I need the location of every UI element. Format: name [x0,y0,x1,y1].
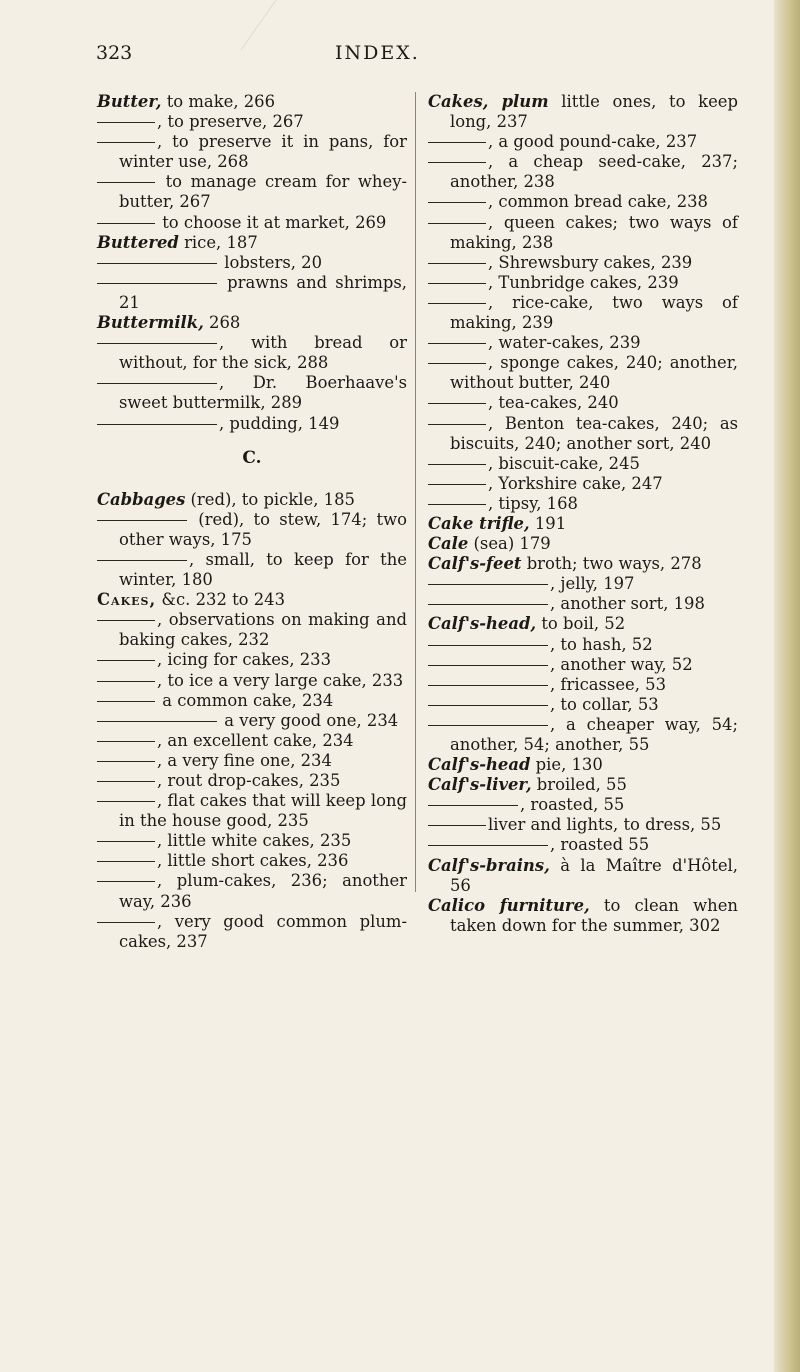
index-entry [97,691,407,711]
entry-text: , Yorkshire cake, 247 [488,473,663,493]
ditto-rule [428,343,486,344]
entry-text: (red), to pickle, 185 [185,489,355,509]
ditto-rule [97,142,155,143]
entry-text: liver and lights, to dress, 55 [488,815,722,835]
ditto-rule [97,223,155,224]
index-column-left [97,92,407,952]
index-entry [428,574,738,594]
index-entry [97,92,407,112]
ditto-rule [428,484,486,485]
page-number: 323 [96,42,133,64]
ditto-rule [428,464,486,465]
index-entry [97,414,407,434]
entry-text: prawns and shrimps, 21 [119,272,407,312]
entry-text: , pudding, 149 [219,413,340,433]
index-entry [97,373,407,413]
index-entry [97,590,407,610]
entry-text: , plum-cakes, 236; another way, 236 [119,871,407,911]
entry-text: , roasted, 55 [520,795,625,815]
entry-text: broiled, 55 [531,775,627,795]
entry-text: , Tunbridge cakes, 239 [488,272,679,292]
index-entry [97,313,407,333]
entry-heading: Cakes, [97,590,157,610]
ditto-rule [97,182,155,183]
index-entry [428,213,738,253]
entry-text: , to ice a very large cake, 233 [157,670,404,690]
ditto-rule [97,343,217,344]
ditto-rule [97,263,217,264]
ditto-rule [428,363,486,364]
ditto-rule [428,142,486,143]
ditto-rule [428,223,486,224]
entry-heading: Cale [428,534,469,554]
entry-heading: Cake trifle, [428,513,530,533]
index-entry [97,490,407,510]
entry-heading: Butter, [97,92,162,111]
ditto-rule [97,922,155,923]
entry-text: , rice-cake, two ways of making, 239 [450,292,738,333]
entry-text: pie, 130 [530,755,603,775]
ditto-rule [428,665,548,666]
entry-heading: Cabbages [97,489,186,509]
ditto-rule [428,162,486,163]
index-entry [97,851,407,871]
index-entry [97,253,407,273]
entry-text: , observations on making and baking cakes, 232 [119,610,407,650]
entry-text: , roasted 55 [550,835,650,855]
page-header [0,42,800,72]
entry-text: , sponge cakes, 240; another, without butter, 240 [450,353,738,393]
entry-text: to boil, 52 [536,614,626,634]
entry-text: , fricassee, 53 [550,674,667,694]
index-entry [428,896,738,936]
entry-text: 191 [529,513,567,533]
entry-text: , jelly, 197 [550,574,635,594]
index-entry [97,132,407,172]
index-entry [97,112,407,132]
index-entry [428,655,738,675]
ditto-rule [97,620,155,621]
index-entry [428,293,738,333]
ditto-rule [97,841,155,842]
entry-text: , an excellent cake, 234 [157,730,354,750]
entry-heading: Calico furniture, [428,895,590,915]
ditto-rule [428,604,548,605]
entry-text: lobsters, 20 [219,252,323,272]
ditto-rule [428,725,548,726]
index-entry [97,791,407,831]
entry-text: , tipsy, 168 [488,493,578,513]
ditto-rule [97,721,217,722]
entry-text: , to hash, 52 [550,634,653,654]
index-entry [428,253,738,273]
column-rule [415,92,416,892]
entry-text: , very good common plum-cakes, 237 [119,911,407,951]
entry-text: , a very fine one, 234 [157,750,332,770]
index-entry [428,514,738,534]
index-entry [97,771,407,791]
index-entry [428,393,738,413]
index-entry [428,715,738,755]
ditto-rule [428,845,548,846]
ditto-rule [97,283,217,284]
index-entry [428,775,738,795]
ditto-rule [428,685,548,686]
entry-text: , a cheap seed-cake, 237; another, 238 [450,152,738,192]
entry-text: , to collar, 53 [550,694,659,714]
entry-text: , common bread cake, 238 [488,192,708,212]
index-entry [428,132,738,152]
index-entry [428,856,738,896]
entry-text: (red), to stew, 174; two other ways, 175 [119,509,407,549]
index-entry [97,213,407,233]
entry-text: a very good one, 234 [219,710,399,730]
ditto-rule [97,560,187,561]
ditto-rule [428,424,486,425]
entry-heading: Calf's-head [428,755,531,775]
page-edge [774,0,800,1372]
index-entry [428,474,738,494]
entry-text: , queen cakes; two ways of making, 238 [450,212,738,252]
index-entry [428,92,738,132]
index-entry [97,333,407,373]
ditto-rule [428,645,548,646]
ditto-rule [428,584,548,585]
index-entry [97,831,407,851]
index-entry [428,333,738,353]
entry-text: , a good pound-cake, 237 [488,132,698,152]
ditto-rule [97,681,155,682]
entry-text: &c. 232 to 243 [156,590,286,610]
ditto-rule [97,122,155,123]
ditto-rule [97,424,217,425]
entry-text: , water-cakes, 239 [488,333,641,353]
ditto-rule [428,283,486,284]
ditto-rule [428,705,548,706]
index-entry [428,614,738,634]
entry-heading: Calf's-liver, [428,775,532,795]
entry-text: , Benton tea-cakes, 240; as biscuits, 240; another sort, 240 [450,413,738,453]
index-entry [428,534,738,554]
entry-heading: Buttermilk, [97,313,204,333]
entry-text: a common cake, 234 [157,690,334,710]
section-letter: C. [242,447,262,468]
entry-text: little ones, to keep long, 237 [450,92,738,132]
entry-text: , Dr. Boerhaave's sweet buttermilk, 289 [119,373,407,413]
index-entry [97,172,407,212]
index-entry [97,650,407,670]
entry-heading: Calf's-feet [428,554,522,574]
index-entry [97,610,407,650]
ditto-rule [97,741,155,742]
index-column-right [428,92,738,936]
index-entry [428,554,738,574]
index-entry [428,695,738,715]
entry-text: , tea-cakes, 240 [488,393,619,413]
entry-text: , flat cakes that will keep long in the house good, 235 [119,791,407,831]
entry-text: to make, 266 [161,92,276,111]
entry-text: , Shrewsbury cakes, 239 [488,252,693,272]
index-entry [428,414,738,454]
entry-text: (sea) 179 [468,534,551,554]
index-entry [428,353,738,393]
index-entry [428,494,738,514]
index-entry [97,912,407,952]
index-entry [428,675,738,695]
entry-text: , with bread or without, for the sick, 288 [119,333,407,373]
ditto-rule [97,801,155,802]
ditto-rule [97,881,155,882]
ditto-rule [428,263,486,264]
index-entry [428,454,738,474]
ditto-rule [428,202,486,203]
entry-text: , another sort, 198 [550,594,705,614]
ditto-rule [97,861,155,862]
entry-text: broth; two ways, 278 [521,554,702,574]
entry-text: , a cheaper way, 54; another, 54; another, 55 [450,714,738,754]
running-head: INDEX. [335,42,420,64]
index-entry [97,731,407,751]
index-entry [428,192,738,212]
entry-heading: Cakes, plum [428,92,549,111]
entry-text: , little short cakes, 236 [157,851,349,871]
index-entry [428,152,738,192]
index-entry [97,671,407,691]
entry-heading: Calf's-brains, [428,855,550,875]
ditto-rule [428,403,486,404]
ditto-rule [97,660,155,661]
entry-text: to manage cream for whey-butter, 267 [119,172,407,212]
entry-text: , biscuit-cake, 245 [488,453,640,473]
entry-text: 268 [203,313,241,333]
entry-text: to choose it at market, 269 [157,212,387,232]
index-entry [97,711,407,731]
entry-text: rice, 187 [178,232,258,252]
index-entry [97,510,407,550]
ditto-rule [97,701,155,702]
index-entry [97,273,407,313]
index-entry [97,871,407,911]
index-entry [428,755,738,775]
index-entry [428,835,738,855]
index-entry [428,273,738,293]
ditto-rule [97,781,155,782]
index-entry [428,795,738,815]
entry-text: , little white cakes, 235 [157,831,352,851]
entry-heading: Buttered [97,232,179,252]
ditto-rule [428,303,486,304]
index-entry [97,233,407,253]
index-entry [97,751,407,771]
ditto-rule [97,383,217,384]
index-entry [428,635,738,655]
entry-text: , icing for cakes, 233 [157,650,332,670]
entry-text: , to preserve, 267 [157,112,304,132]
entry-text: à la Maître d'Hôtel, 56 [450,855,738,895]
entry-text: to clean when taken down for the summer, 302 [450,895,738,935]
ditto-rule [428,825,486,826]
entry-heading: Calf's-head, [428,614,537,634]
index-entry [97,550,407,590]
entry-text: , another way, 52 [550,654,693,674]
entry-text: , rout drop-cakes, 235 [157,771,341,790]
ditto-rule [428,805,518,806]
index-entry [428,815,738,835]
entry-text: , to preserve it in pans, for winter use, 268 [119,132,407,172]
ditto-rule [428,504,486,505]
index-entry [428,594,738,614]
ditto-rule [97,761,155,762]
entry-text: , small, to keep for the winter, 180 [119,549,407,590]
ditto-rule [97,520,187,521]
